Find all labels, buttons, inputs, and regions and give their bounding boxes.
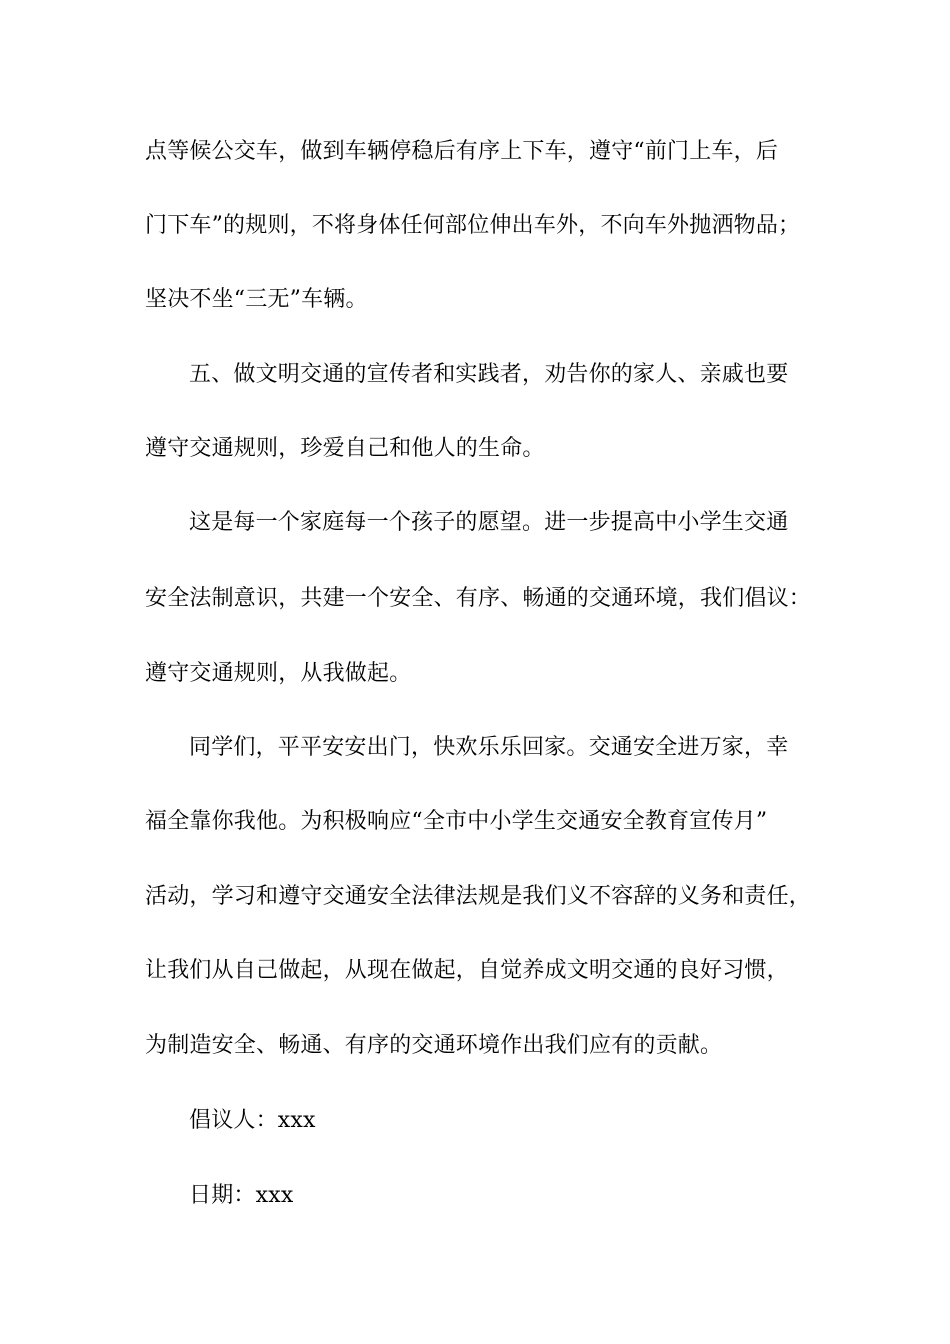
paragraph-line: 让我们从自己做起，从现在做起，自觉养成文明交通的良好习惯， (145, 958, 789, 983)
date-line: 日期：xxx (189, 1183, 294, 1208)
paragraph-line: 点等候公交车，做到车辆停稳后有序上下车，遵守“前门上车，后 (145, 139, 779, 164)
paragraph-line: 遵守交通规则，珍爱自己和他人的生命。 (145, 436, 545, 461)
paragraph-line: 同学们，平平安安出门，快欢乐乐回家。交通安全进万家，幸 (189, 735, 789, 760)
paragraph-line: 安全法制意识，共建一个安全、有序、畅通的交通环境，我们倡议： (145, 586, 812, 611)
paragraph-line: 门下车”的规则，不将身体任何部位伸出车外，不向车外抛洒物品； (145, 213, 801, 238)
proposer-line: 倡议人：xxx (189, 1108, 316, 1133)
paragraph-line: 为制造安全、畅通、有序的交通环境作出我们应有的贡献。 (145, 1033, 723, 1058)
paragraph-line: 遵守交通规则，从我做起。 (145, 661, 412, 686)
paragraph-line: 坚决不坐“三无”车辆。 (145, 287, 368, 312)
paragraph-line: 福全靠你我他。为积极响应“全市中小学生交通安全教育宣传月” (145, 809, 768, 834)
paragraph-line: 活动，学习和遵守交通安全法律法规是我们义不容辞的义务和责任， (145, 884, 812, 909)
paragraph-line: 五、做文明交通的宣传者和实践者，劝告你的家人、亲戚也要 (189, 362, 789, 387)
paragraph-line: 这是每一个家庭每一个孩子的愿望。进一步提高中小学生交通 (189, 510, 789, 535)
